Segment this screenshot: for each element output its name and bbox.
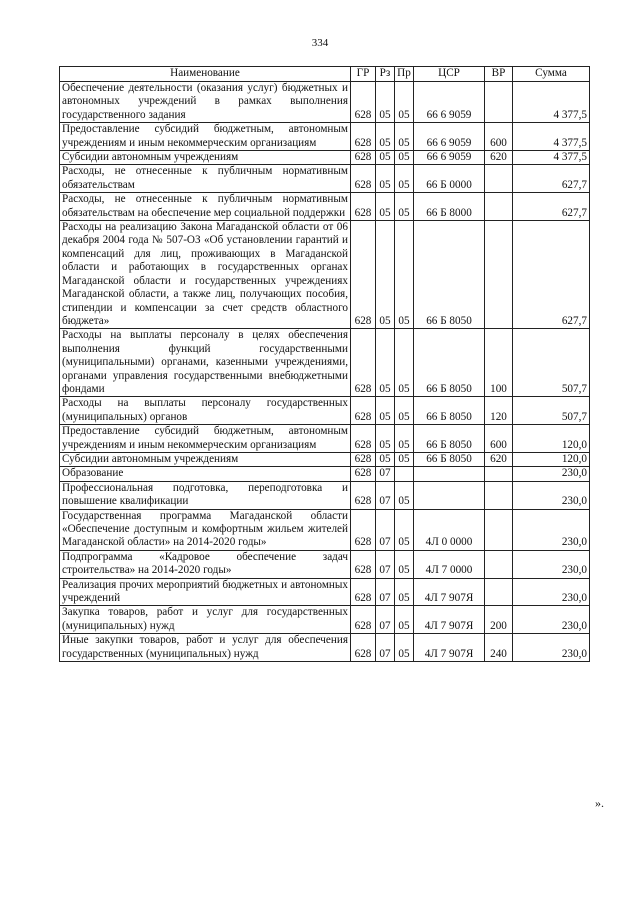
table-row (60, 509, 590, 550)
cell-pr: 05 (395, 165, 414, 193)
cell-csr: 66 Б 0000 (414, 165, 485, 193)
cell-csr: 4Л 0 0000 (414, 509, 485, 550)
cell-rz: 07 (376, 481, 395, 509)
cell-pr: 05 (395, 151, 414, 165)
cell-rz: 07 (376, 467, 395, 481)
cell-name: Реализация прочих мероприятий бюджетных и автономных учреждений (60, 578, 351, 606)
cell-sum: 230,0 (513, 578, 590, 606)
cell-gr: 628 (351, 578, 376, 606)
cell-name: Расходы, не отнесенные к публичным нормативным обязательствам на обеспечение мер социальной поддержки (60, 193, 351, 221)
cell-name: Профессиональная подготовка, переподготовка и повышение квалификации (60, 481, 351, 509)
cell-sum: 4 377,5 (513, 151, 590, 165)
cell-pr: 05 (395, 123, 414, 151)
cell-pr (395, 467, 414, 481)
cell-sum: 230,0 (513, 606, 590, 634)
cell-rz: 05 (376, 151, 395, 165)
cell-csr: 66 Б 8050 (414, 425, 485, 453)
cell-rz: 07 (376, 606, 395, 634)
cell-gr: 628 (351, 397, 376, 425)
cell-vr (485, 467, 513, 481)
cell-gr: 628 (351, 193, 376, 221)
cell-sum: 4 377,5 (513, 123, 590, 151)
cell-gr: 628 (351, 481, 376, 509)
cell-vr (485, 193, 513, 221)
table-row (60, 221, 590, 329)
cell-csr (414, 467, 485, 481)
cell-vr: 240 (485, 634, 513, 662)
cell-pr: 05 (395, 578, 414, 606)
cell-rz: 05 (376, 123, 395, 151)
cell-rz: 07 (376, 578, 395, 606)
cell-sum: 230,0 (513, 550, 590, 578)
cell-rz: 05 (376, 425, 395, 453)
cell-csr: 66 6 9059 (414, 123, 485, 151)
cell-name: Подпрограмма «Кадровое обеспечение задач строительства» на 2014-2020 годы» (60, 550, 351, 578)
cell-sum: 627,7 (513, 165, 590, 193)
cell-sum: 627,7 (513, 221, 590, 329)
table-row (60, 329, 590, 397)
cell-csr: 66 Б 8050 (414, 452, 485, 466)
cell-name: Закупка товаров, работ и услуг для государственных (муниципальных) нужд (60, 606, 351, 634)
cell-vr (485, 221, 513, 329)
cell-vr: 620 (485, 151, 513, 165)
cell-gr: 628 (351, 123, 376, 151)
cell-name: Иные закупки товаров, работ и услуг для обеспечения государственных (муниципальных) нужд (60, 634, 351, 662)
cell-vr (485, 82, 513, 123)
table-row (60, 578, 590, 606)
cell-csr: 66 Б 8050 (414, 329, 485, 397)
header-sum: Сумма (513, 67, 590, 82)
cell-rz: 07 (376, 550, 395, 578)
cell-csr: 4Л 7 907Я (414, 578, 485, 606)
budget-table (59, 66, 590, 662)
cell-sum: 230,0 (513, 509, 590, 550)
cell-pr: 05 (395, 82, 414, 123)
cell-pr: 05 (395, 606, 414, 634)
table-row (60, 165, 590, 193)
cell-gr: 628 (351, 221, 376, 329)
cell-name: Субсидии автономным учреждениям (60, 452, 351, 466)
cell-vr: 200 (485, 606, 513, 634)
cell-sum: 507,7 (513, 329, 590, 397)
cell-sum: 230,0 (513, 634, 590, 662)
cell-name: Расходы на реализацию Закона Магаданской области от 06 декабря 2004 года № 507-ОЗ «Об установлении гарантий и компенсаций для лиц, проживающих в Магаданской области и работающих в государственных органах Магаданской области и государственных учреждениях Магаданской области, а также лиц, получающих пособия, стипендии и компенсации за счет средств областного бюджета» (60, 221, 351, 329)
cell-pr: 05 (395, 397, 414, 425)
cell-name: Расходы на выплаты персоналу государственных (муниципальных) органов (60, 397, 351, 425)
header-gr: ГР (351, 67, 376, 82)
cell-vr (485, 578, 513, 606)
cell-pr: 05 (395, 221, 414, 329)
cell-rz: 07 (376, 509, 395, 550)
cell-pr: 05 (395, 452, 414, 466)
cell-gr: 628 (351, 151, 376, 165)
cell-vr: 100 (485, 329, 513, 397)
cell-pr: 05 (395, 425, 414, 453)
table-row (60, 606, 590, 634)
cell-rz: 05 (376, 329, 395, 397)
cell-vr: 120 (485, 397, 513, 425)
cell-name: Образование (60, 467, 351, 481)
table-row (60, 467, 590, 481)
cell-csr: 66 Б 8000 (414, 193, 485, 221)
cell-vr (485, 509, 513, 550)
cell-vr (485, 481, 513, 509)
cell-name: Расходы, не отнесенные к публичным нормативным обязательствам (60, 165, 351, 193)
cell-name: Предоставление субсидий бюджетным, автономным учреждениям и иным некоммерческим организациям (60, 123, 351, 151)
header-pr: Пр (395, 67, 414, 82)
table-row (60, 634, 590, 662)
cell-name: Государственная программа Магаданской области «Обеспечение доступным и комфортным жильем жителей Магаданской области» на 2014-2020 годы» (60, 509, 351, 550)
header-row (60, 67, 590, 82)
header-csr: ЦСР (414, 67, 485, 82)
header-rz: Рз (376, 67, 395, 82)
cell-vr (485, 165, 513, 193)
page-number: 334 (311, 37, 329, 49)
cell-gr: 628 (351, 82, 376, 123)
cell-sum: 120,0 (513, 452, 590, 466)
cell-sum: 230,0 (513, 481, 590, 509)
cell-gr: 628 (351, 550, 376, 578)
table-row (60, 151, 590, 165)
table-row (60, 82, 590, 123)
cell-vr (485, 550, 513, 578)
cell-sum: 120,0 (513, 425, 590, 453)
cell-vr: 600 (485, 425, 513, 453)
cell-rz: 05 (376, 82, 395, 123)
cell-gr: 628 (351, 509, 376, 550)
cell-pr: 05 (395, 193, 414, 221)
cell-csr: 66 6 9059 (414, 82, 485, 123)
cell-gr: 628 (351, 425, 376, 453)
cell-name: Обеспечение деятельности (оказания услуг) бюджетных и автономных учреждений в рамках выполнения государственного задания (60, 82, 351, 123)
cell-gr: 628 (351, 606, 376, 634)
cell-pr: 05 (395, 550, 414, 578)
cell-csr: 66 Б 8050 (414, 397, 485, 425)
cell-rz: 07 (376, 634, 395, 662)
cell-pr: 05 (395, 509, 414, 550)
cell-sum: 507,7 (513, 397, 590, 425)
closing-quote: ». (595, 796, 604, 810)
table-row (60, 452, 590, 466)
cell-rz: 05 (376, 452, 395, 466)
cell-rz: 05 (376, 165, 395, 193)
header-name: Наименование (60, 67, 351, 82)
cell-name: Предоставление субсидий бюджетным, автономным учреждениям и иным некоммерческим организациям (60, 425, 351, 453)
cell-name: Субсидии автономным учреждениям (60, 151, 351, 165)
cell-csr: 66 Б 8050 (414, 221, 485, 329)
table-row (60, 481, 590, 509)
cell-gr: 628 (351, 634, 376, 662)
cell-pr: 05 (395, 329, 414, 397)
cell-gr: 628 (351, 452, 376, 466)
header-vr: ВР (485, 67, 513, 82)
cell-pr: 05 (395, 481, 414, 509)
table-row (60, 123, 590, 151)
table-row (60, 397, 590, 425)
cell-name: Расходы на выплаты персоналу в целях обеспечения выполнения функций государственными (муниципальными) органами, казенными учреждениями, органами управления государственными внебюджетными фондами (60, 329, 351, 397)
table-body (60, 82, 590, 662)
cell-rz: 05 (376, 193, 395, 221)
cell-csr: 4Л 7 907Я (414, 606, 485, 634)
cell-vr: 600 (485, 123, 513, 151)
cell-gr: 628 (351, 165, 376, 193)
table-row (60, 425, 590, 453)
cell-sum: 230,0 (513, 467, 590, 481)
cell-csr: 4Л 7 0000 (414, 550, 485, 578)
cell-gr: 628 (351, 329, 376, 397)
cell-csr: 4Л 7 907Я (414, 634, 485, 662)
cell-vr: 620 (485, 452, 513, 466)
cell-sum: 627,7 (513, 193, 590, 221)
cell-rz: 05 (376, 221, 395, 329)
table-row (60, 550, 590, 578)
cell-pr: 05 (395, 634, 414, 662)
cell-csr (414, 481, 485, 509)
cell-csr: 66 6 9059 (414, 151, 485, 165)
table-row (60, 193, 590, 221)
cell-sum: 4 377,5 (513, 82, 590, 123)
cell-gr: 628 (351, 467, 376, 481)
cell-rz: 05 (376, 397, 395, 425)
